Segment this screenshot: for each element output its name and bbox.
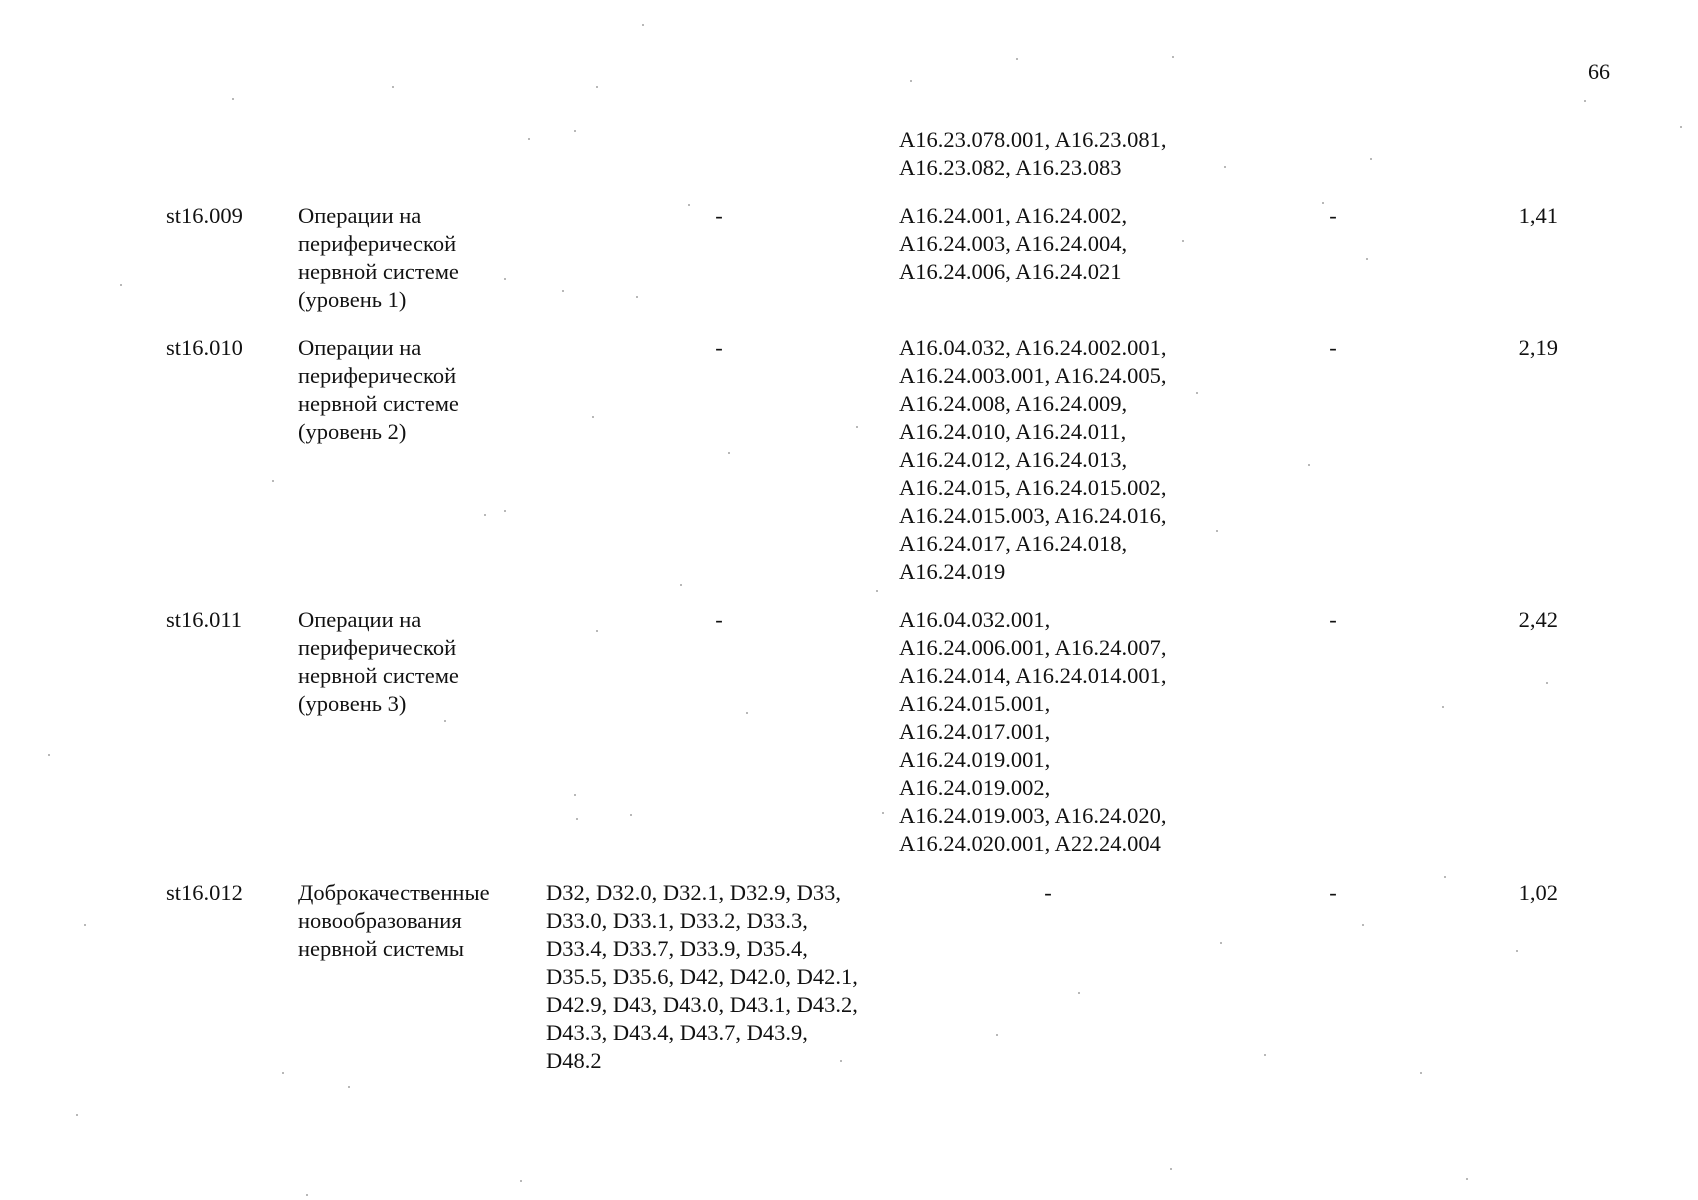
scan-speck [1466,1178,1468,1180]
scan-speck [272,480,274,482]
scan-speck [680,584,682,586]
scan-speck [1016,58,1018,60]
scan-speck [1370,158,1372,160]
scan-speck [630,814,632,816]
scan-speck [306,1194,308,1196]
procedure-codes: - [1044,880,1052,905]
scan-speck [1224,166,1226,168]
scan-speck [728,452,730,454]
procedure-codes: A16.04.032, A16.24.002.001, A16.24.003.001, A16.24.005, A16.24.008, A16.24.009, A16.24.010, A16.24.011, A16.24.012, A16.24.013, A16.24.015, A16.24.015.002, A16.24.015.003, A16.24.016, A16.24.017, A16.24.018, A16.24.019 [899,335,1167,584]
coefficient: 1,02 [1518,880,1558,905]
scan-speck [1216,530,1218,532]
scan-speck [1322,202,1324,204]
scan-speck [562,290,564,292]
scan-speck [1264,1054,1266,1056]
ksg-name: Доброкачественные новообразования нервной системы [298,880,490,961]
scan-speck [1546,682,1548,684]
scan-speck [1420,1072,1422,1074]
procedure-codes: A16.04.032.001, A16.24.006.001, A16.24.007, A16.24.014, A16.24.014.001, A16.24.015.001, A16.24.017.001, A16.24.019.001, A16.24.019.002, A16.24.019.003, A16.24.020, A16.24.020.001, A22.24.004 [899,607,1167,856]
scan-speck [1362,924,1364,926]
scan-speck [746,712,748,714]
extra-criterion: - [1329,203,1337,228]
scan-speck [120,284,122,286]
scan-speck [910,80,912,82]
coefficient: 2,42 [1518,607,1558,632]
ksg-code: st16.011 [166,607,243,632]
scan-speck [642,24,644,26]
scan-speck [596,86,598,88]
scan-speck [1442,706,1444,708]
extra-criterion: - [1329,880,1337,905]
procedure-codes: A16.24.001, A16.24.002, A16.24.003, A16.24.004, A16.24.006, A16.24.021 [899,203,1128,284]
scan-speck [1172,56,1174,58]
scan-speck [574,130,576,132]
scan-speck [596,630,598,632]
scan-speck [484,514,486,516]
scan-speck [1584,100,1586,102]
diagnosis-codes: - [715,203,723,228]
scan-speck [592,416,594,418]
scan-speck [1182,240,1184,242]
scan-speck [688,204,690,206]
coefficient: 2,19 [1518,335,1558,360]
scan-speck [1170,1168,1172,1170]
scan-speck [504,278,506,280]
diagnosis-codes: - [715,607,723,632]
scan-speck [232,98,234,100]
scan-speck [1366,258,1368,260]
ksg-code: st16.010 [166,335,243,360]
diagnosis-codes: D32, D32.0, D32.1, D32.9, D33, D33.0, D33.1, D33.2, D33.3, D33.4, D33.7, D33.9, D35.4, D35.5, D35.6, D42, D42.0, D42.1, D42.9, D43, D43.0, D43.1, D43.2, D43.3, D43.4, D43.7, D43.9, D48.2 [546,880,858,1073]
ksg-code: st16.009 [166,203,243,228]
scan-speck [1308,464,1310,466]
scan-speck [76,1114,78,1116]
scan-speck [520,1180,522,1182]
extra-criterion: - [1329,607,1337,632]
scan-speck [1680,126,1682,128]
scan-speck [1444,876,1446,878]
scan-speck [282,1072,284,1074]
ksg-name: Операции на периферической нервной системе (уровень 2) [298,335,459,444]
extra-criterion: - [1329,335,1337,360]
scan-speck [636,296,638,298]
scan-speck [882,812,884,814]
scan-speck [348,1086,350,1088]
scan-speck [996,1034,998,1036]
scan-speck [1078,992,1080,994]
scan-speck [48,754,50,756]
ksg-name: Операции на периферической нервной системе (уровень 1) [298,203,459,312]
scan-speck [1516,950,1518,952]
scan-speck [1220,942,1222,944]
page-number: 66 [1588,59,1610,84]
diagnosis-codes: - [715,335,723,360]
ksg-name: Операции на периферической нервной системе (уровень 3) [298,607,459,716]
scan-speck [856,426,858,428]
procedure-codes: A16.23.078.001, A16.23.081, A16.23.082, A16.23.083 [899,127,1167,180]
scan-speck [444,720,446,722]
scan-speck [1196,392,1198,394]
scan-speck [504,510,506,512]
scan-speck [574,794,576,796]
scan-speck [840,1060,842,1062]
scan-speck [392,86,394,88]
scan-speck [576,818,578,820]
ksg-code: st16.012 [166,880,243,905]
scan-speck [528,138,530,140]
scan-speck [84,924,86,926]
coefficient: 1,41 [1518,203,1558,228]
scan-speck [876,590,878,592]
